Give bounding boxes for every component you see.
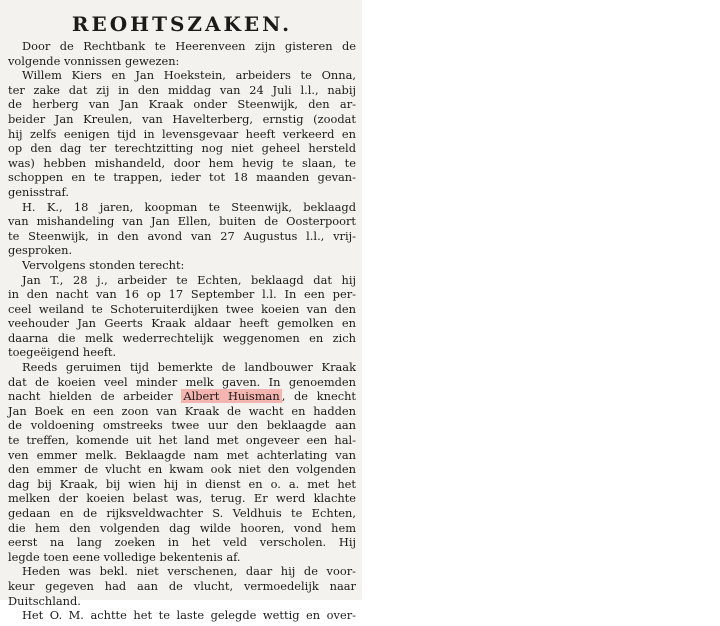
paragraph-kraak <box>8 360 356 564</box>
text-line: gesproken. <box>8 243 73 258</box>
paragraph-heden <box>8 564 356 608</box>
text-line: ter zake dat zij in den middag van 24 Juli l.l., nabij <box>8 82 356 97</box>
highlighted-name: Albert Huisman <box>183 389 280 404</box>
text-line: Willem Kiers en Jan Hoekstein, arbeiders te Onna, <box>22 68 356 83</box>
text-line: eerst na lang zoeken in het veld verscholen. Hij <box>8 535 356 550</box>
paragraph-kiers-hoekstein <box>8 68 356 199</box>
text-line: was) hebben mishandeld, door hem hevig te slaan, te <box>8 155 356 170</box>
text-fragment: , de knecht <box>281 389 357 404</box>
text-line: hij zelfs eenigen tijd in levensgevaar heeft verkeerd en <box>8 126 356 141</box>
text-line: Het O. M. achtte het te laste gelegde wettig en over- <box>22 608 356 623</box>
text-line: Reeds geruimen tijd bemerkte de landbouwer Kraak <box>22 360 356 375</box>
text-line: te Steenwijk, in den avond van 27 Augustus l.l., vrij- <box>8 228 356 243</box>
paragraph-om <box>8 608 356 623</box>
paragraph-jan-t <box>8 273 356 361</box>
text-line: Vervolgens stonden terecht: <box>22 257 185 272</box>
text-line: Jan T., 28 j., arbeider te Echten, beklaagd dat hij <box>22 272 356 287</box>
paragraph-intro <box>8 39 356 68</box>
text-line: gedaan en de rijksveldwachter S. Veldhuis te Echten, <box>8 506 356 520</box>
article-title: REOHTSZAKEN. <box>71 12 293 36</box>
text-line: volgende vonnissen gewezen: <box>8 53 180 68</box>
text-line: dag bij Kraak, bij wien hij in dienst en o. a. met het <box>8 476 356 491</box>
text-line: veehouder Jan Geerts Kraak aldaar heeft gemolken en <box>8 316 356 331</box>
text-line: melken der koeien belast was, terug. Er werd klachte <box>8 491 356 506</box>
text-line: die hem den volgenden dag wilde hooren, vond hem <box>8 520 356 535</box>
text-line: ceel weiland te Schoteruiterdijken twee koeien van den <box>8 301 356 316</box>
text-line: daarna die melk wederrechtelijk weggenomen en zich <box>8 330 356 345</box>
text-line: beider Jan Kreulen, van Havelterberg, ernstig (zoodat <box>8 111 356 126</box>
text-fragment: nacht hielden de arbeider <box>8 389 173 404</box>
text-line: legde toen eene volledige bekentenis af. <box>8 549 241 564</box>
text-line: op den dag ter terechtzitting nog niet geheel hersteld <box>8 141 356 156</box>
text-line: keur gegeven had aan de vlucht, vermoedelijk naar <box>8 578 356 593</box>
text-line: den emmer de vlucht en kwam ook niet den volgenden <box>8 462 356 477</box>
paragraph-hk <box>8 200 356 258</box>
text-line: ven emmer melk. Beklaagde nam met achterlating van <box>8 447 356 462</box>
text-line: de herberg van Jan Kraak onder Steenwijk, den ar- <box>8 97 356 112</box>
text-line: dat de koeien veel minder melk gaven. In genoemden <box>8 374 356 389</box>
text-line: genisstraf. <box>8 184 69 199</box>
text-line: Duitschland. <box>8 593 81 608</box>
text-line: Jan Boek en een zoon van Kraak de wacht en hadden <box>8 403 356 418</box>
text-line: te treffen, komende uit het land met ongeveer een hal- <box>8 433 356 448</box>
paragraph-vervolgens <box>8 258 356 273</box>
text-line-highlight <box>8 389 356 404</box>
text-line: Heden was bekl. niet verschenen, daar hij de voor- <box>22 564 356 579</box>
text-line: de voldoening omstreeks twee uur den beklaagde aan <box>8 418 356 433</box>
article <box>8 8 356 623</box>
text-line: Door de Rechtbank te Heerenveen zijn gisteren de <box>22 39 356 53</box>
text-line: in den nacht van 16 op 17 September l.l. In een per- <box>8 287 356 302</box>
text-line: H. K., 18 jaren, koopman te Steenwijk, beklaagd <box>22 199 356 214</box>
text-line: schoppen en te trappen, ieder tot 18 maanden gevan- <box>8 170 356 185</box>
text-line: toegeëigend heeft. <box>8 345 117 360</box>
text-line: van mishandeling van Jan Ellen, buiten de Oosterpoort <box>8 214 356 229</box>
